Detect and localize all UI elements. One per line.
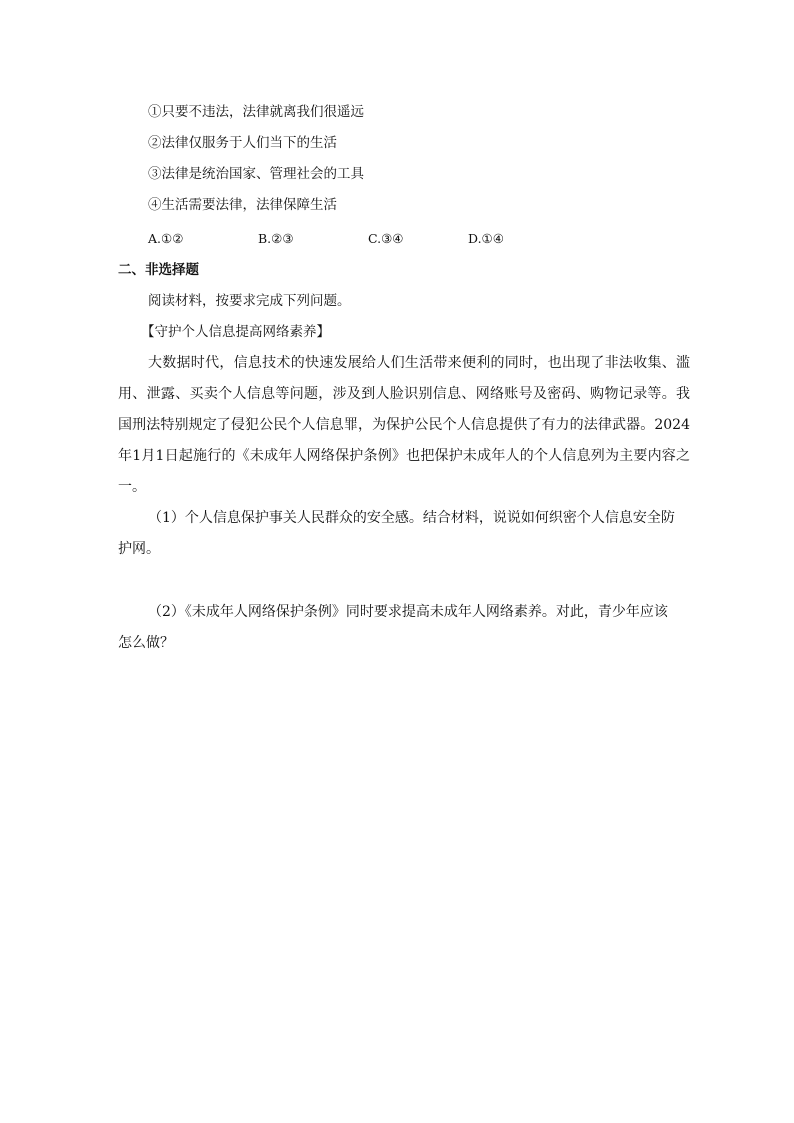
statement-2: ②法律仅服务于人们当下的生活 — [148, 135, 337, 151]
material-title: 【守护个人信息提高网络素养】 — [141, 324, 330, 340]
section-heading: 二、非选择题 — [118, 262, 199, 278]
statement-3: ③法律是统治国家、管理社会的工具 — [148, 166, 364, 182]
option-b: B.②③ — [258, 231, 294, 246]
material-body: 大数据时代，信息技术的快速发展给人们生活带来便利的同时，也出现了非法收集、滥用、泄露、买卖个人信息等问题，涉及到人脸识别信息、网络账号及密码、购物记录等。我国刑法特别规定了侵犯公民个人信息罪，为保护公民个人信息提供了有力的法律武器。2024年1月1日起施行的《未成年人网络保护条例》也把保护未成年人的个人信息列为主要内容之一。 — [118, 355, 690, 495]
instruction-text: 阅读材料，按要求完成下列问题。 — [148, 293, 351, 309]
question-1: （1）个人信息保护事关人民群众的安全感。结合材料，说说如何织密个人信息安全防护网。 — [118, 510, 675, 557]
question-2: （2）《未成年人网络保护条例》同时要求提高未成年人网络素养。对此，青少年应该怎么做？ — [118, 604, 668, 651]
option-a: A.①② — [148, 231, 184, 246]
option-d: D.①④ — [468, 231, 504, 246]
statement-4: ④生活需要法律，法律保障生活 — [148, 197, 337, 213]
option-c: C.③④ — [368, 231, 404, 246]
statement-1: ①只要不违法，法律就离我们很遥远 — [148, 104, 364, 120]
